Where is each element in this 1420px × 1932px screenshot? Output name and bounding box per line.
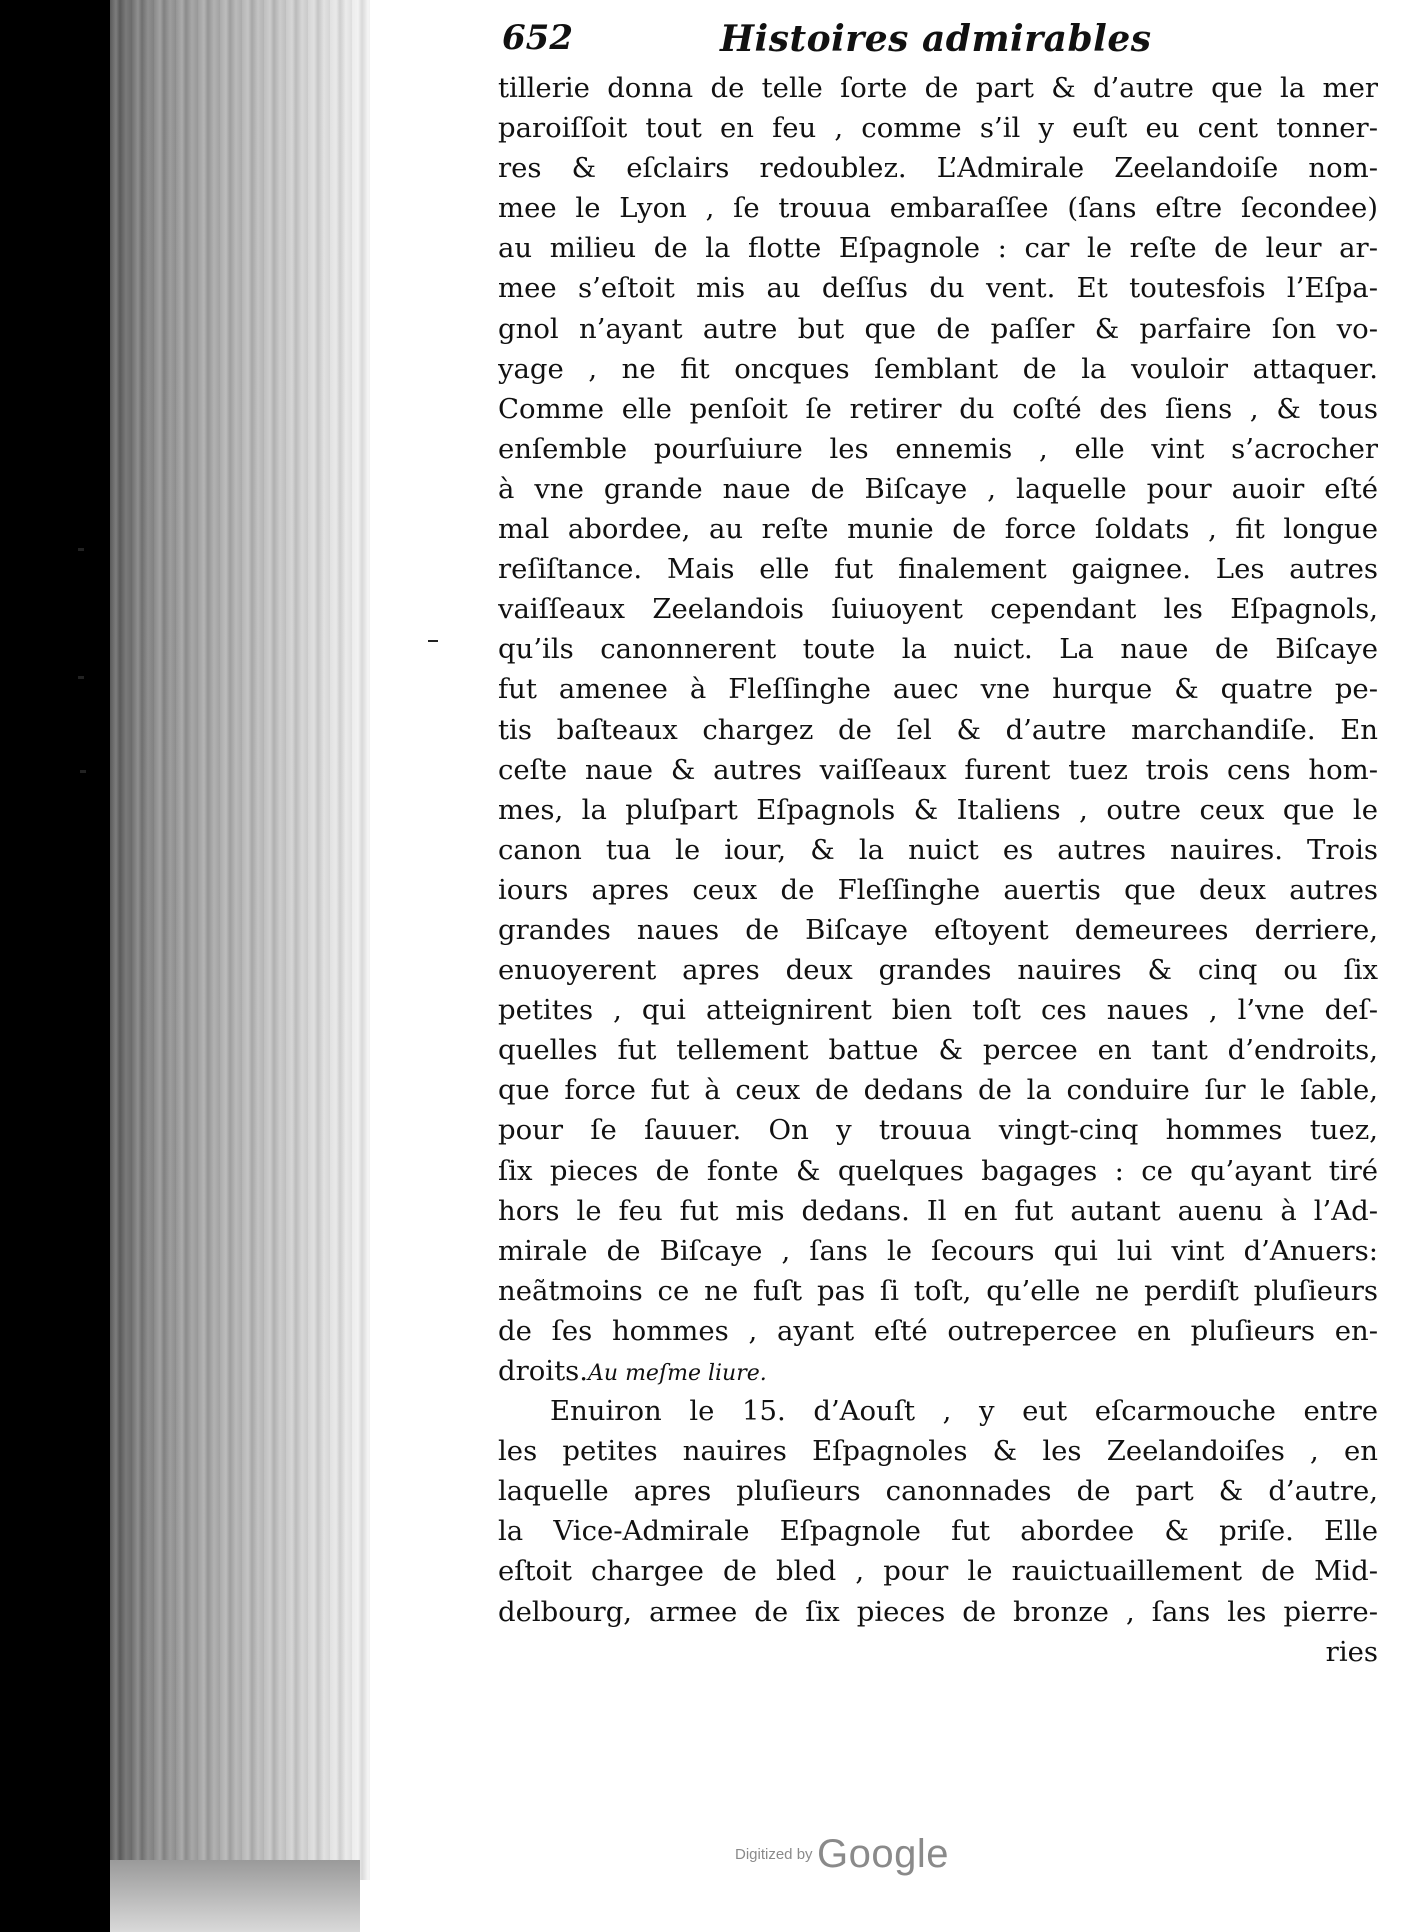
text-line: quelles fut tellement battue & percee en tant d’endroits, (498, 1034, 1378, 1067)
text-line: au milieu de la flotte Eſpagnole : car le reſte de leur ar- (498, 232, 1378, 265)
text-line: que force fut à ceux de dedans de la conduire ſur le ſable, (498, 1074, 1378, 1107)
text-line: fut amenee à Fleſſinghe auec vne hurque & quatre pe- (498, 673, 1378, 706)
bound-page-bottom (110, 1860, 360, 1932)
text-line: laquelle apres pluſieurs canonnades de part & d’autre, (498, 1475, 1378, 1508)
text-line: petites , qui atteignirent bien toſt ces naues , l’vne deſ- (498, 994, 1378, 1027)
text-line: mal abordee, au reſte munie de force ſoldats , fit longue (498, 513, 1378, 546)
text-line: paroiſſoit tout en feu , comme s’il y euſt eu cent tonner- (498, 112, 1378, 145)
text-line: hors le feu fut mis dedans. Il en fut autant auenu à l’Ad- (498, 1194, 1378, 1227)
text-line-with-citation (498, 1351, 1378, 1391)
text-line: enſemble pourſuiure les ennemis , elle vint s’acrocher (498, 432, 1378, 465)
catchword: ries (1325, 1635, 1378, 1668)
text-line: qu’ils canonnerent toute la nuict. La naue de Biſcaye (498, 633, 1378, 666)
google-logo: Google (817, 1832, 949, 1876)
running-title: Histoires admirables (720, 18, 1152, 60)
text-line: yage , ne fit oncques ſemblant de la vouloir attaquer. (498, 352, 1378, 385)
source-citation: Au meſme liure. (588, 1361, 767, 1386)
text-line: mee s’eſtoit mis au deſſus du vent. Et toutesfois l’Eſpa- (498, 272, 1378, 305)
text-line: pour ſe ſauuer. On y trouua vingt-cinq hommes tuez, (498, 1114, 1378, 1147)
page-number: 652 (502, 18, 573, 58)
paragraph-end: droits. (498, 1355, 589, 1387)
scan-black-edge (0, 0, 120, 1932)
text-line: tis baſteaux chargez de ſel & d’autre marchandiſe. En (498, 713, 1378, 746)
scan-speck (428, 640, 438, 642)
text-line: mes, la pluſpart Eſpagnols & Italiens , outre ceux que le (498, 793, 1378, 826)
text-line: à vne grande naue de Biſcaye , laquelle pour auoir eſté (498, 472, 1378, 505)
text-line: iours apres ceux de Fleſſinghe auertis que deux autres (498, 873, 1378, 906)
digitization-watermark (735, 1832, 949, 1877)
text-line: res & eſclairs redoublez. L’Admirale Zeelandoiſe nom- (498, 152, 1378, 185)
book-page (498, 18, 1378, 1672)
text-line: canon tua le iour, & la nuict es autres nauires. Trois (498, 833, 1378, 866)
text-line: mirale de Biſcaye , ſans le ſecours qui lui vint d’Anuers: (498, 1234, 1378, 1267)
scan-speck (78, 548, 84, 551)
text-line: vaiſſeaux Zeelandois ſuiuoyent cependant les Eſpagnols, (498, 593, 1378, 626)
text-line: neãtmoins ce ne fuſt pas ſi toſt, qu’elle ne perdiſt pluſieurs (498, 1274, 1378, 1307)
text-line: Enuiron le 15. d’Aouſt , y eut eſcarmouche entre (550, 1395, 1378, 1428)
text-line: enuoyerent apres deux grandes nauires & cinq ou ſix (498, 954, 1378, 987)
text-line: delbourg, armee de ſix pieces de bronze , ſans les pierre- (498, 1595, 1378, 1628)
text-line: mee le Lyon , ſe trouua embaraſſee (ſans eſtre ſecondee) (498, 192, 1378, 225)
bound-page-edges (110, 0, 370, 1880)
text-line: ceſte naue & autres vaiſſeaux furent tuez trois cens hom- (498, 753, 1378, 786)
paragraph (498, 1391, 1378, 1672)
paragraph (498, 68, 1378, 1391)
text-line: Comme elle penſoit ſe retirer du coſté des ſiens , & tous (498, 392, 1378, 425)
scan-speck (78, 676, 84, 679)
running-head (498, 18, 1378, 64)
text-line: de ſes hommes , ayant eſté outrepercee en pluſieurs en- (498, 1314, 1378, 1347)
text-line: eſtoit chargee de bled , pour le rauictuaillement de Mid- (498, 1555, 1378, 1588)
text-line: la Vice-Admirale Eſpagnole fut abordee & priſe. Elle (498, 1515, 1378, 1548)
text-line: ſix pieces de fonte & quelques bagages : ce qu’ayant tiré (498, 1154, 1378, 1187)
text-line: tillerie donna de telle ſorte de part & d’autre que la mer (498, 72, 1378, 104)
scan-speck (80, 770, 86, 773)
watermark-digitized-text: Digitized by (735, 1846, 813, 1863)
text-line: reſiſtance. Mais elle fut finalement gaignee. Les autres (498, 553, 1378, 586)
text-line: grandes naues de Biſcaye eſtoyent demeurees derriere, (498, 913, 1378, 946)
text-line: les petites nauires Eſpagnoles & les Zeelandoiſes , en (498, 1435, 1378, 1468)
text-line: gnol n’ayant autre but que de paſſer & parfaire ſon vo- (498, 312, 1378, 345)
